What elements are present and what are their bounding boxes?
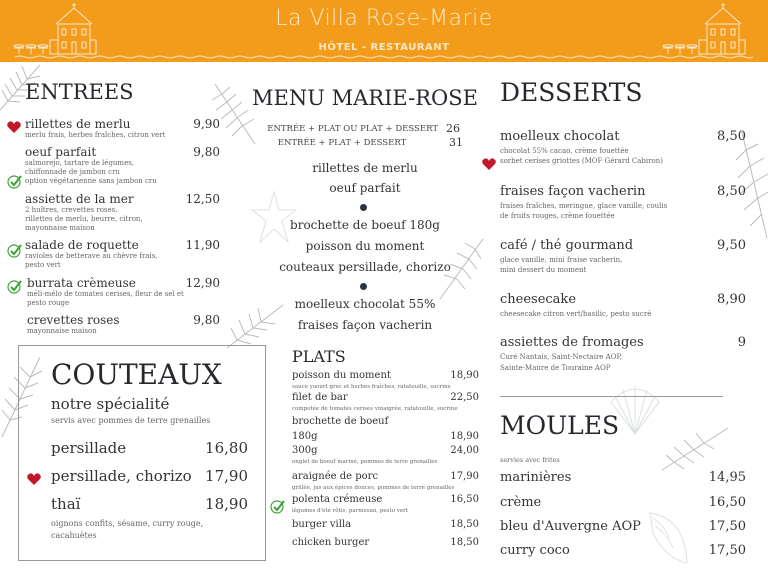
couteaux-price: 17,90	[205, 467, 248, 485]
dessert-name: moelleux chocolat	[500, 129, 620, 144]
entree-price: 9,80	[193, 145, 220, 159]
plat-desc: grillée, jus aux épices douces, pommes de terre grenailles	[292, 485, 455, 491]
fern-leaf-icon	[660, 425, 730, 475]
dessert-desc: mini dessert du moment	[500, 266, 587, 274]
wave-divider	[15, 55, 753, 59]
plat-price: 16,50	[450, 494, 479, 505]
heart-favorite-icon	[482, 158, 496, 170]
dessert-desc: sorbet cerises griottes (MOF Gérard Cabiron)	[500, 157, 663, 165]
entree-name: burrata crèmeuse	[27, 276, 136, 290]
conch-shell-icon	[645, 508, 690, 568]
entree-price: 9,80	[193, 313, 220, 327]
restaurant-name: La Villa Rose-Marie	[275, 6, 493, 31]
moules-note: servies avec frites	[500, 456, 560, 464]
menu-course-item: oeuf parfait	[329, 181, 401, 195]
entree-desc: mayonnaise maison	[25, 224, 95, 232]
villa-illustration-icon	[661, 2, 746, 58]
dessert-desc: cheesecake citron vert/basilic, pesto sucré	[500, 310, 652, 318]
couteaux-note: servis avec pommes de terre grenailles	[51, 416, 211, 425]
entree-desc: option végétarienne sans jambon cru	[25, 177, 157, 185]
moules-name: marinières	[500, 470, 572, 485]
menu-course-item: fraises façon vacherin	[297, 318, 433, 332]
dessert-name: cheesecake	[500, 292, 577, 307]
entree-desc: salmorejo, tartare de légumes,	[25, 159, 135, 167]
menu-course-item: rillettes de merlu	[312, 161, 418, 175]
dessert-desc: glace vanille, mini fraise vacherin,	[500, 256, 623, 264]
entree-name: assiette de la mer	[25, 192, 134, 206]
couteaux-price: 18,90	[205, 495, 248, 513]
dessert-price: 8,50	[717, 129, 746, 144]
couteaux-price: 16,80	[205, 439, 248, 457]
entree-desc: méli-mélo de tomates cerises, fleur de sel et	[27, 290, 184, 298]
dessert-price: 8,90	[717, 292, 746, 307]
heart-favorite-icon	[27, 473, 41, 485]
plat-name: chicken burger	[292, 537, 370, 548]
entree-name: salade de roquette	[25, 238, 139, 252]
entree-desc: merlu frais, herbes fraîches, citron vert	[25, 131, 166, 139]
couteaux-name: thaï	[51, 495, 81, 513]
dessert-price: 9,50	[717, 238, 746, 253]
dessert-name: fraises façon vacherin	[500, 184, 646, 199]
entree-desc: 2 huîtres, crevettes roses,	[25, 206, 118, 214]
entrees-title: ENTREES	[25, 80, 134, 104]
moules-price: 17,50	[708, 543, 746, 558]
heart-favorite-icon	[7, 121, 21, 133]
menu-course-item: moelleux chocolat 55%	[294, 297, 436, 311]
vegetarian-check-icon	[7, 279, 22, 294]
couteaux-title: COUTEAUX	[51, 358, 222, 391]
entree-desc: chiffonnade de jambon cru	[25, 168, 120, 176]
dessert-desc: Sainte-Maure de Touraine AOP	[500, 364, 611, 372]
dessert-desc: de fruits rouges, crème fouettée	[500, 212, 615, 220]
plat-name: burger villa	[292, 519, 352, 530]
dessert-desc: Curé Nantais, Saint-Nectaire AOP,	[500, 353, 622, 361]
plat-desc: compotée de tomates cerises vinaigrée, ratatouille, sucrine	[292, 406, 458, 412]
formula-label: ENTRÉE + PLAT OU PLAT + DESSERT	[267, 124, 438, 134]
entree-price: 12,90	[185, 276, 220, 290]
formula-price: 31	[449, 136, 463, 149]
header-banner	[0, 0, 768, 62]
formula-price: 26	[446, 122, 460, 135]
dessert-name: café / thé gourmand	[500, 238, 634, 253]
entree-name: oeuf parfait	[25, 145, 97, 159]
formula-label: ENTRÉE + PLAT + DESSERT	[277, 138, 407, 148]
plat-name: filet de bar	[292, 392, 348, 403]
course-separator-dot	[360, 204, 367, 211]
menu-course-item: couteaux persillade, chorizo	[279, 260, 451, 274]
entree-price: 11,90	[185, 238, 220, 252]
plat-price: 17,90	[450, 471, 479, 482]
dessert-price: 9	[737, 335, 746, 350]
moules-price: 16,50	[708, 495, 746, 510]
entree-desc: rillettes de merlu, beurre, citron,	[25, 215, 143, 223]
entree-desc: mayonnaise maison	[27, 327, 97, 335]
plat-price: 24,00	[450, 445, 479, 456]
couteaux-name: persillade, chorizo	[51, 467, 192, 485]
menu-course-item: brochette de boeuf 180g	[290, 218, 440, 232]
plat-name: brochette de boeuf	[292, 416, 389, 427]
plat-name: poisson du moment	[292, 370, 391, 381]
vegetarian-check-icon	[7, 243, 22, 258]
couteaux-thai-desc: oignons confits, sésame, curry rouge,	[51, 519, 204, 528]
plat-size: 180g	[292, 431, 318, 442]
plat-price: 18,90	[450, 370, 479, 381]
moules-title: MOULES	[500, 411, 620, 440]
entree-name: crevettes roses	[27, 313, 120, 327]
entree-name: rillettes de merlu	[25, 117, 131, 131]
moules-name: bleu d'Auvergne AOP	[500, 519, 641, 534]
vegetarian-check-icon	[270, 499, 285, 514]
entree-price: 12,50	[185, 192, 220, 206]
moules-price: 17,50	[708, 519, 746, 534]
plat-name: araignée de porc	[292, 471, 379, 482]
course-separator-dot	[360, 283, 367, 290]
dessert-price: 8,50	[717, 184, 746, 199]
plat-price: 18,90	[450, 431, 479, 442]
moules-name: crème	[500, 495, 542, 510]
plat-price: 18,50	[450, 537, 479, 548]
plat-desc: onglet de boeuf mariné, pommes de terre grenailles	[292, 459, 438, 465]
moules-name: curry coco	[500, 543, 570, 558]
plat-name: polenta crémeuse	[292, 494, 383, 505]
menu-title: MENU MARIE-ROSE	[252, 86, 478, 110]
menu-course-item: poisson du moment	[305, 239, 425, 253]
plats-title: PLATS	[292, 347, 346, 366]
entree-price: 9,90	[193, 117, 220, 131]
couteaux-name: persillade	[51, 439, 127, 457]
plat-desc: sauce yaourt grec et herbes fraîches, ratatouille, sucrine	[292, 384, 451, 390]
couteaux-thai-desc: cacahuètes	[51, 531, 97, 540]
plat-price: 18,50	[450, 519, 479, 530]
entree-desc: pesto rouge	[27, 299, 70, 307]
entree-desc: ravioles de betterave au chèvre frais,	[25, 252, 158, 260]
plat-price: 22,50	[450, 392, 479, 403]
desserts-title: DESSERTS	[500, 78, 643, 107]
dessert-name: assiettes de fromages	[500, 335, 644, 350]
restaurant-subtitle: HÔTEL - RESTAURANT	[318, 42, 450, 53]
entree-desc: pesto vert	[25, 261, 61, 269]
dessert-desc: chocolat 55% cacao, crème fouettée	[500, 147, 629, 155]
moules-price: 14,95	[708, 470, 746, 485]
couteaux-subtitle: notre spécialité	[51, 395, 170, 413]
vegetarian-check-icon	[7, 174, 22, 189]
plat-size: 300g	[292, 445, 318, 456]
section-divider	[500, 396, 723, 397]
plat-desc: légumes d'été rôtis, parmesan, pesto vert	[292, 508, 408, 514]
dessert-desc: fraises fraîches, meringue, glace vanille, coulis	[500, 202, 668, 210]
